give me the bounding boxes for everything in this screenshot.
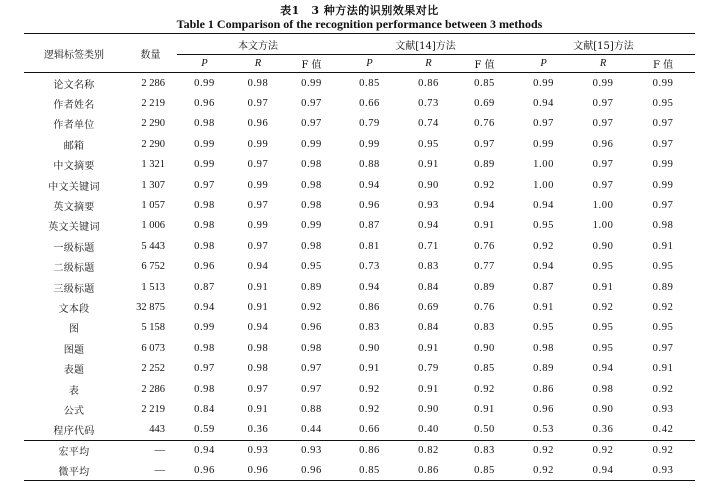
metric-value-cell: 0.91 bbox=[533, 301, 554, 313]
metric-value-cell: 0.92 bbox=[533, 464, 554, 476]
metric-value-cell: 0.89 bbox=[533, 363, 554, 375]
metric-value-cell: 0.86 bbox=[418, 464, 439, 476]
metric-value-cell: 0.99 bbox=[247, 220, 269, 232]
metric-value-cell: 0.86 bbox=[533, 383, 554, 395]
table-row bbox=[24, 318, 695, 338]
metric-value-cell: 0.92 bbox=[592, 301, 614, 313]
row-label: 公式 bbox=[63, 405, 85, 417]
metric-value-cell: 0.94 bbox=[592, 464, 614, 476]
metric-value-cell: 0.91 bbox=[247, 281, 269, 293]
metric-value-cell: 0.98 bbox=[301, 200, 322, 212]
metric-value-cell: 0.84 bbox=[418, 322, 439, 334]
metric-value-cell: 0.98 bbox=[247, 363, 269, 375]
row-count: 2 219 bbox=[141, 403, 165, 415]
metric-value-cell: 0.99 bbox=[652, 179, 674, 191]
metric-value-cell: 0.92 bbox=[301, 301, 322, 313]
row-label: 英文关键词 bbox=[48, 222, 100, 234]
metric-value-cell: 0.73 bbox=[359, 261, 380, 273]
header-group-ref15: 文献[15]方法 bbox=[512, 34, 695, 55]
table-row bbox=[24, 175, 695, 195]
metric-value-cell: 0.92 bbox=[533, 240, 554, 252]
metric-value-cell: 0.87 bbox=[533, 281, 554, 293]
metric-value-cell: 0.71 bbox=[418, 240, 439, 252]
metric-value-cell: 1.00 bbox=[533, 179, 554, 191]
metric-value-cell: 0.99 bbox=[194, 159, 215, 171]
metric-value-cell: 0.97 bbox=[194, 179, 215, 191]
table-row bbox=[24, 93, 695, 113]
metric-value-cell: 0.97 bbox=[301, 363, 322, 375]
metric-value-cell: 0.81 bbox=[359, 240, 380, 252]
metric-value-cell: 0.97 bbox=[194, 363, 215, 375]
metric-value-cell: 0.83 bbox=[474, 445, 495, 457]
metric-value-cell: 0.98 bbox=[533, 342, 554, 354]
metric-value-cell: 0.98 bbox=[301, 240, 322, 252]
row-count: — bbox=[154, 464, 165, 476]
metric-value-cell: 0.97 bbox=[592, 159, 614, 171]
metric-value-cell: 0.99 bbox=[592, 77, 614, 89]
metric-value-cell: 0.97 bbox=[652, 342, 674, 354]
metric-value-cell: 0.90 bbox=[592, 240, 614, 252]
metric-value-cell: 0.95 bbox=[652, 98, 674, 110]
metric-value-cell: 0.98 bbox=[247, 342, 269, 354]
row-count: 1 006 bbox=[141, 220, 165, 232]
metric-value-cell: 0.94 bbox=[418, 220, 439, 232]
metric-value-cell: 0.91 bbox=[652, 240, 674, 252]
table-row bbox=[24, 461, 695, 481]
metric-value-cell: 0.94 bbox=[247, 322, 269, 334]
metric-value-cell: 0.95 bbox=[418, 138, 439, 150]
metric-value-cell: 0.91 bbox=[418, 342, 439, 354]
row-label: 图 bbox=[68, 324, 80, 336]
row-label: 图题 bbox=[63, 344, 85, 356]
metric-value-cell: 0.91 bbox=[474, 403, 495, 415]
metric-value-cell: 0.94 bbox=[533, 98, 554, 110]
metric-value-cell: 0.88 bbox=[301, 403, 322, 415]
header-metric-ours-r: R bbox=[254, 58, 262, 69]
metric-value-cell: 0.89 bbox=[474, 281, 495, 293]
metric-value-cell: 0.92 bbox=[533, 445, 554, 457]
metric-value-cell: 0.97 bbox=[301, 98, 322, 110]
metric-value-cell: 0.99 bbox=[652, 159, 674, 171]
metric-value-cell: 0.99 bbox=[194, 77, 215, 89]
metric-value-cell: 0.98 bbox=[247, 77, 269, 89]
metric-value-cell: 0.92 bbox=[592, 445, 614, 457]
metric-value-cell: 0.94 bbox=[194, 445, 215, 457]
table-row bbox=[24, 420, 695, 441]
metric-value-cell: 0.79 bbox=[359, 118, 380, 130]
table-row bbox=[24, 257, 695, 277]
metric-value-cell: 0.97 bbox=[592, 118, 614, 130]
header-group-ours: 本文方法 bbox=[177, 34, 339, 55]
metric-value-cell: 0.98 bbox=[194, 240, 215, 252]
metric-value-cell: 0.91 bbox=[359, 363, 380, 375]
row-count: 1 513 bbox=[141, 281, 165, 293]
metric-value-cell: 0.96 bbox=[359, 200, 380, 212]
metric-value-cell: 0.97 bbox=[592, 179, 614, 191]
metric-value-cell: 0.89 bbox=[652, 281, 674, 293]
metric-value-cell: 0.83 bbox=[418, 261, 439, 273]
metric-value-cell: 0.84 bbox=[194, 403, 215, 415]
metric-value-cell: 0.99 bbox=[533, 138, 554, 150]
row-count: 2 290 bbox=[141, 118, 165, 130]
metric-value-cell: 0.97 bbox=[474, 138, 495, 150]
header-metric-ref14-f: F 值 bbox=[474, 60, 495, 71]
metric-value-cell: 0.98 bbox=[194, 383, 215, 395]
metric-value-cell: 0.85 bbox=[474, 77, 495, 89]
metric-value-cell: 0.85 bbox=[359, 464, 380, 476]
metric-value-cell: 0.98 bbox=[301, 179, 322, 191]
metric-value-cell: 0.92 bbox=[359, 383, 380, 395]
metric-value-cell: 0.96 bbox=[592, 138, 614, 150]
table-row bbox=[24, 277, 695, 297]
metric-value-cell: 0.92 bbox=[652, 301, 674, 313]
row-label: 作者单位 bbox=[53, 120, 95, 132]
row-label: 表 bbox=[68, 385, 80, 397]
metric-value-cell: 0.73 bbox=[418, 98, 439, 110]
metric-value-cell: 0.69 bbox=[418, 301, 439, 313]
metric-value-cell: 0.93 bbox=[418, 200, 439, 212]
header-group-ref14: 文献[14]方法 bbox=[339, 34, 512, 55]
metric-value-cell: 0.76 bbox=[474, 301, 495, 313]
metric-value-cell: 0.93 bbox=[247, 445, 269, 457]
row-label: 邮箱 bbox=[63, 140, 85, 152]
metric-value-cell: 0.92 bbox=[652, 383, 674, 395]
metric-value-cell: 0.99 bbox=[301, 77, 322, 89]
metric-value-cell: 0.91 bbox=[418, 383, 439, 395]
metric-value-cell: 0.89 bbox=[301, 281, 322, 293]
metric-value-cell: 0.95 bbox=[652, 322, 674, 334]
row-count: 2 290 bbox=[141, 138, 165, 150]
metric-value-cell: 0.76 bbox=[474, 118, 495, 130]
row-count: 6 073 bbox=[141, 342, 165, 354]
metric-value-cell: 0.97 bbox=[247, 240, 269, 252]
row-label: 中文关键词 bbox=[48, 181, 100, 193]
row-count: 5 443 bbox=[141, 240, 165, 252]
metric-value-cell: 0.99 bbox=[247, 179, 269, 191]
row-label: 作者姓名 bbox=[53, 100, 95, 112]
metric-value-cell: 0.90 bbox=[418, 179, 439, 191]
metric-value-cell: 0.50 bbox=[474, 424, 495, 436]
metric-value-cell: 0.91 bbox=[247, 301, 269, 313]
table-row bbox=[24, 358, 695, 378]
metric-value-cell: 0.97 bbox=[533, 118, 554, 130]
metric-value-cell: 0.92 bbox=[474, 383, 495, 395]
row-count: 1 307 bbox=[141, 179, 165, 191]
metric-value-cell: 0.99 bbox=[533, 77, 554, 89]
metric-value-cell: 0.94 bbox=[533, 200, 554, 212]
row-count: 1 057 bbox=[141, 200, 165, 212]
metric-value-cell: 0.97 bbox=[247, 159, 269, 171]
row-count: 32 875 bbox=[136, 301, 165, 313]
metric-value-cell: 0.91 bbox=[247, 403, 269, 415]
metric-value-cell: 0.99 bbox=[194, 138, 215, 150]
metric-value-cell: 0.99 bbox=[301, 220, 322, 232]
table-row bbox=[24, 216, 695, 236]
metric-value-cell: 0.97 bbox=[247, 383, 269, 395]
metric-value-cell: 0.84 bbox=[418, 281, 439, 293]
metric-value-cell: 0.90 bbox=[359, 342, 380, 354]
metric-value-cell: 0.98 bbox=[301, 342, 322, 354]
metric-value-cell: 0.97 bbox=[592, 98, 614, 110]
row-label: 宏平均 bbox=[58, 447, 90, 459]
metric-value-cell: 0.91 bbox=[592, 281, 614, 293]
metric-value-cell: 0.82 bbox=[418, 445, 439, 457]
metric-value-cell: 0.66 bbox=[359, 98, 380, 110]
metric-value-cell: 0.59 bbox=[194, 424, 215, 436]
metric-value-cell: 0.99 bbox=[247, 138, 269, 150]
table-row bbox=[24, 236, 695, 256]
metric-value-cell: 1.00 bbox=[592, 200, 614, 212]
metric-value-cell: 0.97 bbox=[652, 200, 674, 212]
row-count: 1 321 bbox=[141, 159, 165, 171]
metric-value-cell: 0.93 bbox=[652, 403, 674, 415]
row-label: 一级标题 bbox=[53, 242, 95, 254]
metric-value-cell: 0.96 bbox=[247, 464, 269, 476]
table-row bbox=[24, 441, 695, 461]
metric-value-cell: 0.97 bbox=[247, 98, 269, 110]
header-metric-ours-p: P bbox=[201, 58, 208, 69]
row-label: 英文摘要 bbox=[53, 202, 95, 214]
metric-value-cell: 0.74 bbox=[418, 118, 439, 130]
table-caption-english: Table 1 Comparison of the recognition performance between 3 methods bbox=[176, 17, 543, 31]
row-count: 2 286 bbox=[141, 383, 165, 395]
metric-value-cell: 0.87 bbox=[359, 220, 380, 232]
table-row bbox=[24, 134, 695, 154]
table-row bbox=[24, 114, 695, 134]
results-table bbox=[24, 33, 695, 481]
row-label: 论文名称 bbox=[53, 79, 95, 91]
metric-value-cell: 0.92 bbox=[652, 445, 674, 457]
table-row bbox=[24, 379, 695, 399]
metric-value-cell: 0.95 bbox=[592, 342, 614, 354]
header-metric-ref14-r: R bbox=[425, 58, 432, 69]
metric-value-cell: 0.96 bbox=[301, 322, 322, 334]
table-row bbox=[24, 73, 695, 94]
row-label: 三级标题 bbox=[53, 283, 95, 295]
header-metric-ref15-r: R bbox=[599, 58, 607, 69]
row-label: 二级标题 bbox=[53, 263, 95, 275]
metric-value-cell: 0.96 bbox=[301, 464, 322, 476]
metric-value-cell: 0.44 bbox=[301, 424, 322, 436]
metric-value-cell: 0.94 bbox=[194, 301, 215, 313]
metric-value-cell: 0.66 bbox=[359, 424, 380, 436]
metric-value-cell: 0.95 bbox=[652, 261, 674, 273]
row-count: 443 bbox=[149, 424, 165, 436]
metric-value-cell: 0.53 bbox=[533, 424, 554, 436]
metric-value-cell: 0.69 bbox=[474, 98, 495, 110]
table-row bbox=[24, 155, 695, 175]
metric-value-cell: 0.98 bbox=[194, 118, 215, 130]
metric-value-cell: 0.90 bbox=[592, 403, 614, 415]
row-count: 2 219 bbox=[141, 98, 165, 110]
metric-value-cell: 0.93 bbox=[301, 445, 322, 457]
metric-value-cell: 0.85 bbox=[474, 363, 495, 375]
metric-value-cell: 0.95 bbox=[301, 261, 322, 273]
metric-value-cell: 0.93 bbox=[652, 464, 674, 476]
metric-value-cell: 0.95 bbox=[592, 322, 614, 334]
metric-value-cell: 0.95 bbox=[533, 322, 554, 334]
metric-value-cell: 0.83 bbox=[359, 322, 380, 334]
header-row-groups bbox=[24, 34, 695, 55]
metric-value-cell: 0.87 bbox=[194, 281, 215, 293]
metric-value-cell: 0.97 bbox=[301, 118, 322, 130]
metric-value-cell: 0.98 bbox=[592, 383, 614, 395]
table-row bbox=[24, 399, 695, 419]
metric-value-cell: 0.89 bbox=[474, 159, 495, 171]
metric-value-cell: 0.42 bbox=[652, 424, 674, 436]
metric-value-cell: 0.95 bbox=[592, 261, 614, 273]
metric-value-cell: 0.97 bbox=[247, 200, 269, 212]
metric-value-cell: 0.77 bbox=[474, 261, 495, 273]
table-row bbox=[24, 338, 695, 358]
metric-value-cell: 0.94 bbox=[533, 261, 554, 273]
metric-value-cell: 0.36 bbox=[247, 424, 269, 436]
metric-value-cell: 0.85 bbox=[474, 464, 495, 476]
metric-value-cell: 0.96 bbox=[194, 464, 215, 476]
metric-value-cell: 0.97 bbox=[652, 118, 674, 130]
metric-value-cell: 0.94 bbox=[359, 281, 380, 293]
header-label-column: 逻辑标签类别 bbox=[24, 34, 124, 73]
row-count: 2 286 bbox=[141, 77, 165, 89]
row-label: 文本段 bbox=[58, 303, 90, 315]
metric-value-cell: 0.92 bbox=[474, 179, 495, 191]
row-label: 表题 bbox=[63, 365, 85, 377]
metric-value-cell: 0.94 bbox=[247, 261, 269, 273]
metric-value-cell: 0.97 bbox=[652, 138, 674, 150]
row-label: 中文摘要 bbox=[53, 161, 95, 173]
metric-value-cell: 1.00 bbox=[533, 159, 554, 171]
metric-value-cell: 0.91 bbox=[418, 159, 439, 171]
header-count-column: 数量 bbox=[124, 34, 177, 73]
table-row bbox=[24, 297, 695, 317]
row-label: 微平均 bbox=[58, 466, 90, 478]
row-count: 5 158 bbox=[141, 322, 165, 334]
metric-value-cell: 0.99 bbox=[194, 322, 215, 334]
row-count: 2 252 bbox=[141, 363, 165, 375]
metric-value-cell: 0.88 bbox=[359, 159, 380, 171]
metric-value-cell: 0.96 bbox=[247, 118, 269, 130]
header-metric-ref15-f: F 值 bbox=[652, 60, 674, 71]
metric-value-cell: 0.99 bbox=[301, 138, 322, 150]
metric-value-cell: 0.98 bbox=[652, 220, 674, 232]
metric-value-cell: 0.83 bbox=[474, 322, 495, 334]
row-count: — bbox=[154, 445, 165, 457]
row-label: 程序代码 bbox=[53, 426, 95, 438]
metric-value-cell: 0.94 bbox=[592, 363, 614, 375]
table-caption-chinese: 表1 3 种方法的识别效果对比 bbox=[280, 4, 439, 17]
metric-value-cell: 0.96 bbox=[194, 98, 215, 110]
metric-value-cell: 0.90 bbox=[474, 342, 495, 354]
metric-value-cell: 0.96 bbox=[533, 403, 554, 415]
metric-value-cell: 0.76 bbox=[474, 240, 495, 252]
metric-value-cell: 0.90 bbox=[418, 403, 439, 415]
metric-value-cell: 0.36 bbox=[592, 424, 614, 436]
metric-value-cell: 0.98 bbox=[194, 342, 215, 354]
metric-value-cell: 0.40 bbox=[418, 424, 439, 436]
metric-value-cell: 0.94 bbox=[474, 200, 495, 212]
metric-value-cell: 0.92 bbox=[359, 403, 380, 415]
metric-value-cell: 0.96 bbox=[194, 261, 215, 273]
metric-value-cell: 0.98 bbox=[194, 200, 215, 212]
metric-value-cell: 0.97 bbox=[301, 383, 322, 395]
table-row bbox=[24, 195, 695, 215]
metric-value-cell: 0.86 bbox=[418, 77, 439, 89]
metric-value-cell: 0.85 bbox=[359, 77, 380, 89]
metric-value-cell: 0.91 bbox=[652, 363, 674, 375]
metric-value-cell: 0.98 bbox=[301, 159, 322, 171]
header-metric-ref15-p: P bbox=[540, 58, 547, 69]
metric-value-cell: 0.98 bbox=[194, 220, 215, 232]
metric-value-cell: 0.86 bbox=[359, 445, 380, 457]
header-metric-ref14-p: P bbox=[366, 58, 373, 69]
metric-value-cell: 1.00 bbox=[592, 220, 614, 232]
metric-value-cell: 0.91 bbox=[474, 220, 495, 232]
metric-value-cell: 0.99 bbox=[359, 138, 380, 150]
header-metric-ours-f: F 值 bbox=[301, 60, 322, 71]
row-count: 6 752 bbox=[141, 261, 165, 273]
metric-value-cell: 0.79 bbox=[418, 363, 439, 375]
metric-value-cell: 0.94 bbox=[359, 179, 380, 191]
metric-value-cell: 0.99 bbox=[652, 77, 674, 89]
metric-value-cell: 0.95 bbox=[533, 220, 554, 232]
metric-value-cell: 0.86 bbox=[359, 301, 380, 313]
